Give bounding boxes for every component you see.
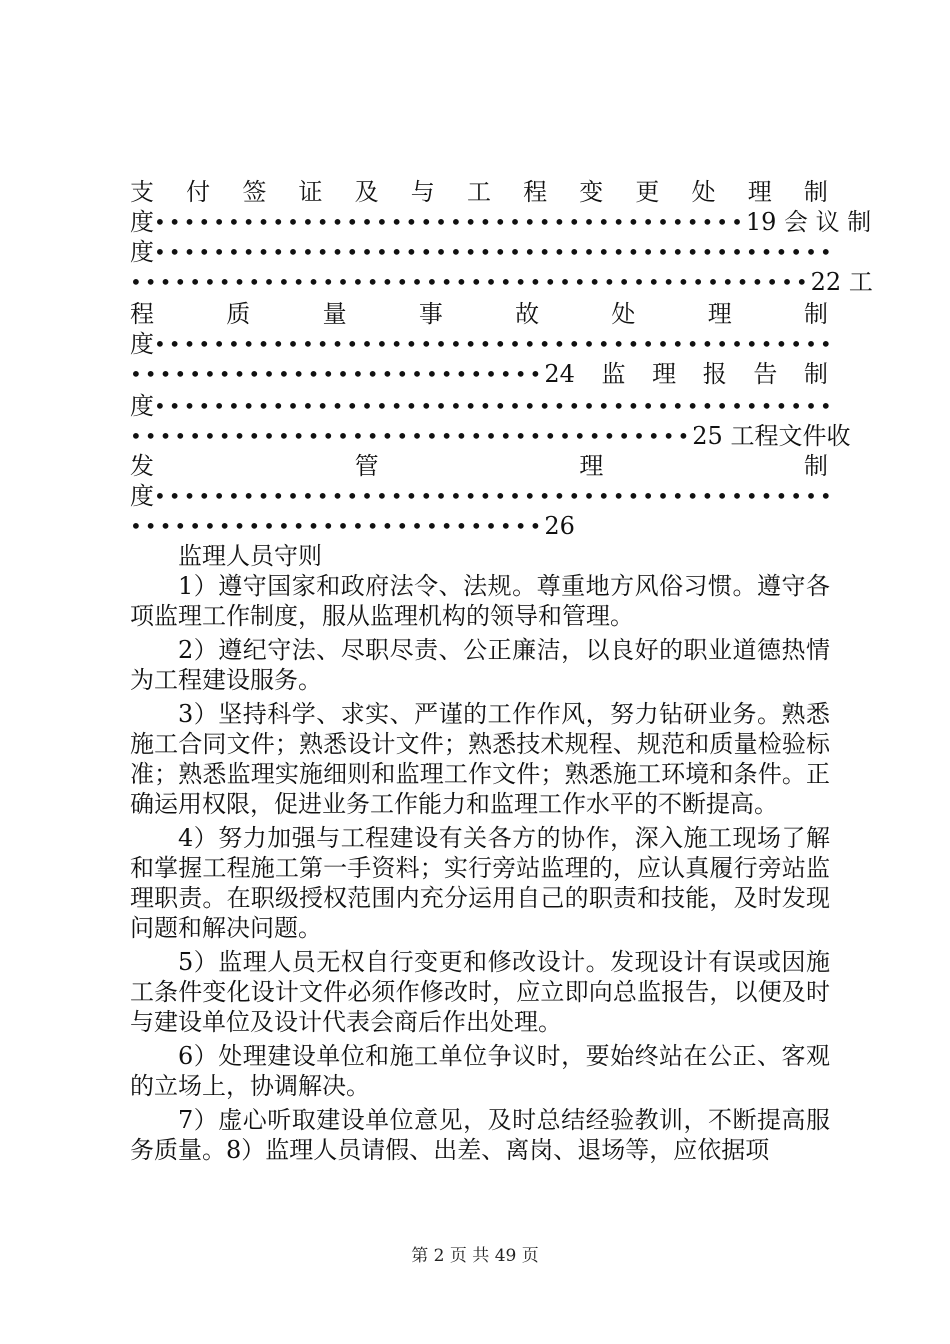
toc-text: 22 工 [810, 268, 873, 296]
toc-char: 理 [652, 360, 677, 388]
toc-char: 签 [242, 178, 267, 206]
toc-leader-dots: •••••••••••••••••••••••••••••••••••••• [130, 424, 693, 448]
toc-line-8 [130, 391, 835, 421]
toc-line-9 [130, 421, 851, 451]
toc-text: 度 [130, 482, 154, 510]
toc-line-1 [130, 177, 828, 207]
toc-line-10 [130, 451, 828, 481]
toc-char: 程 [523, 178, 548, 206]
toc-char: 报 [702, 360, 727, 388]
paragraph: 3）坚持科学、求实、严谨的工作作风，努力钻研业务。熟悉施工合同文件；熟悉设计文件；熟悉技术规程、规范和质量检验标准；熟悉监理实施细则和监理工作文件；熟悉施工环境和条件。正确运用权限，促进业务工作能力和监理工作水平的不断提高。 [130, 700, 830, 818]
toc-char: 制 [803, 452, 828, 480]
page-footer: 第 2 页 共 49 页 [411, 1246, 539, 1266]
toc-char: 处 [611, 300, 636, 328]
toc-line-3 [130, 237, 835, 267]
toc-leader-dots: •••••••••••••••••••••••••••••••••••••••••••••• [154, 332, 835, 356]
toc-char: 制 [803, 178, 828, 206]
toc-text: 度 [130, 392, 154, 420]
toc-char: 24 [544, 360, 575, 388]
toc-line-7 [130, 359, 828, 389]
paragraph: 4）努力加强与工程建设有关各方的协作，深入施工现场了解和掌握工程施工第一手资料；实行旁站监理的，应认真履行旁站监理职责。在职级授权范围内充分运用自己的职责和技能，及时发现问题和解决问题。 [130, 824, 830, 942]
toc-entry-words [544, 359, 828, 389]
toc-char: 发 [130, 452, 154, 480]
toc-char: 理 [747, 178, 772, 206]
toc-char: 证 [298, 178, 323, 206]
toc-text: 度 [130, 208, 154, 236]
toc-char: 及 [354, 178, 379, 206]
toc-char: 故 [515, 300, 540, 328]
toc-line-12 [130, 511, 828, 541]
toc-char: 理 [707, 300, 732, 328]
toc-char: 制 [803, 360, 828, 388]
toc-text: 度 [130, 330, 154, 358]
toc-leader-dots: •••••••••••••••••••••••••••••••••••••••••••••• [130, 270, 811, 294]
toc-text: 度 [130, 238, 154, 266]
section-title: 监理人员守则 [178, 542, 322, 570]
toc-line-4 [130, 267, 873, 297]
toc-leader-dots: •••••••••••••••••••••••••••••••••••••••••••••• [154, 240, 835, 264]
toc-line-6 [130, 329, 835, 359]
paragraph: 7）虚心听取建设单位意见，及时总结经验教训，不断提高服务质量。8）监理人员请假、出差、离岗、退场等，应依据项 [130, 1106, 830, 1164]
toc-char: 量 [322, 300, 347, 328]
toc-leader-dots: •••••••••••••••••••••••••••••••••••••••••••••• [154, 484, 835, 508]
toc-text: 26 [544, 512, 575, 540]
toc-line-5 [130, 299, 828, 329]
toc-char: 变 [579, 178, 604, 206]
toc-line-2 [130, 207, 872, 237]
paragraph: 1）遵守国家和政府法令、法规。尊重地方风俗习惯。遵守各项监理工作制度，服从监理机构的领导和管理。 [130, 572, 830, 630]
toc-char: 更 [635, 178, 660, 206]
toc-leader-dots: •••••••••••••••••••••••••••• [130, 514, 545, 538]
toc-char: 告 [753, 360, 778, 388]
toc-char: 处 [691, 178, 716, 206]
toc-char: 质 [226, 300, 251, 328]
toc-char: 管 [354, 452, 379, 480]
toc-char: 付 [186, 178, 211, 206]
toc-text: 19 会 议 制 [745, 208, 872, 236]
toc-text: 25 工程文件收 [692, 422, 851, 450]
toc-char: 与 [410, 178, 435, 206]
toc-char: 程 [130, 300, 154, 328]
toc-char: 事 [418, 300, 443, 328]
toc-line-11 [130, 481, 835, 511]
toc-leader-dots: •••••••••••••••••••••••••••••••••••••••• [154, 210, 746, 234]
toc-char: 监 [601, 360, 626, 388]
paragraph: 5）监理人员无权自行变更和修改设计。发现设计有误或因施工条件变化设计文件必须作修改时，应立即向总监报告，以便及时与建设单位及设计代表会商后作出处理。 [130, 948, 830, 1036]
body-text [130, 571, 830, 1165]
toc-char: 支 [130, 178, 154, 206]
paragraph: 6）处理建设单位和施工单位争议时，要始终站在公正、客观的立场上，协调解决。 [130, 1042, 830, 1100]
toc-char: 工 [466, 178, 491, 206]
toc-leader-dots: •••••••••••••••••••••••••••••••••••••••••••••• [154, 394, 835, 418]
toc-char: 理 [579, 452, 604, 480]
toc-leader-dots: •••••••••••••••••••••••••••• [130, 362, 545, 386]
paragraph: 2）遵纪守法、尽职尽责、公正廉洁，以良好的职业道德热情为工程建设服务。 [130, 636, 830, 694]
toc-char: 制 [803, 300, 828, 328]
